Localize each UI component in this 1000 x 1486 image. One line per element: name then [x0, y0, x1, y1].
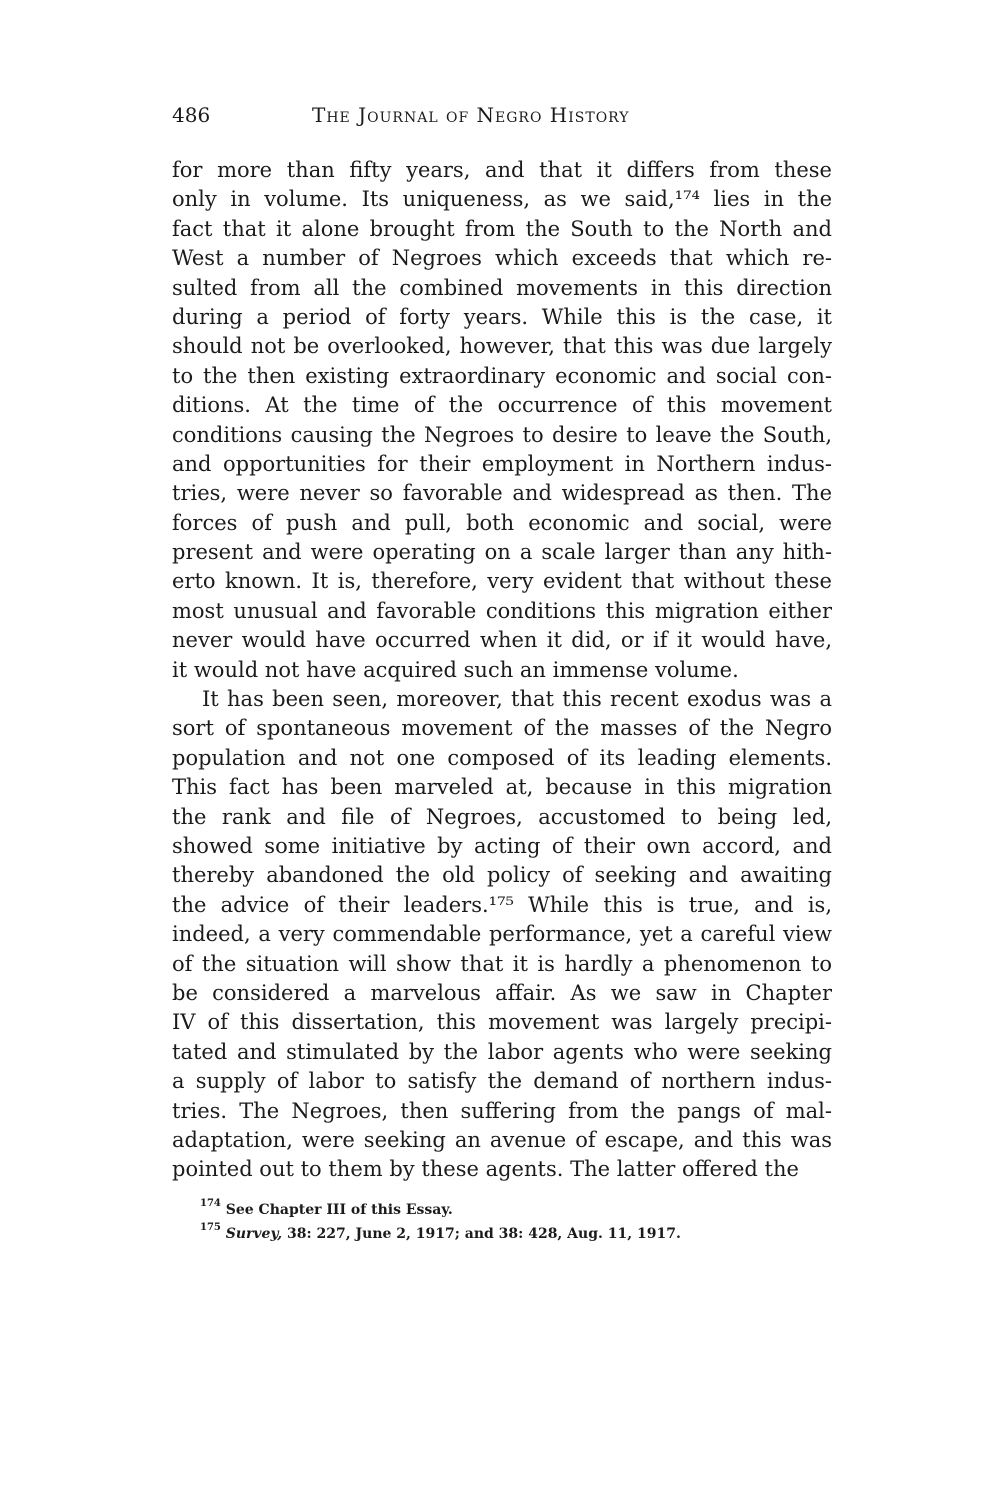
footnote-text: 38: 227, June 2, 1917; and 38: 428, Aug. 11, 1917. — [282, 1226, 681, 1242]
text-line: West a number of Negroes which exceeds that which re- — [172, 246, 832, 271]
text-line: be considered a marvelous affair. As we saw in Chapter — [172, 980, 832, 1005]
text-line: during a period of forty years. While this is the case, it — [172, 304, 832, 329]
text-line: erto known. It is, therefore, very evident that without these — [172, 569, 832, 594]
footnote-text: See Chapter III of this Essay. — [225, 1202, 453, 1218]
text-line: fact that it alone brought from the South to the North and — [172, 216, 832, 241]
text-line: for more than fifty years, and that it differs from these — [172, 158, 832, 182]
text-line: tries. The Negroes, then suffering from the pangs of mal- — [172, 1098, 832, 1123]
text-line: pointed out to them by these agents. The latter offered the — [172, 1157, 799, 1182]
paragraph — [172, 685, 832, 1185]
body-text — [172, 156, 832, 1185]
text-line: of the situation will show that it is hardly a phenomenon to — [172, 951, 832, 976]
text-line: population and not one composed of its leading elements. — [172, 745, 832, 770]
text-line: It has been seen, moreover, that this recent exodus was a — [202, 687, 832, 712]
text-line: and opportunities for their employment in Northern indus- — [172, 451, 832, 476]
text-line: thereby abandoned the old policy of seeking and awaiting — [172, 863, 832, 888]
text-line: to the then existing extraordinary economic and social con- — [172, 363, 832, 388]
text-line: ditions. At the time of the occurrence of this movement — [172, 393, 832, 418]
page-header — [172, 103, 832, 133]
text-line: forces of push and pull, both economic and social, were — [172, 510, 832, 535]
footnote-mark: 174 — [200, 1198, 221, 1209]
footnote-174 — [200, 1198, 800, 1222]
footnotes — [200, 1198, 800, 1246]
text-line: should not be overlooked, however, that this was due largely — [172, 334, 832, 359]
footnote-mark: 175 — [200, 1222, 221, 1233]
footnote-source: Survey, — [225, 1226, 283, 1242]
paragraph — [172, 156, 832, 685]
text-line: sort of spontaneous movement of the masses of the Negro — [172, 716, 832, 741]
text-line: never would have occurred when it did, or if it would have, — [172, 628, 832, 653]
page-number: 486 — [172, 103, 211, 127]
text-line: a supply of labor to satisfy the demand of northern indus- — [172, 1069, 832, 1094]
text-line: present and were operating on a scale larger than any hith- — [172, 540, 832, 565]
text-line: tated and stimulated by the labor agents who were seeking — [172, 1039, 832, 1064]
text-line: tries, were never so favorable and widespread as then. The — [172, 481, 832, 506]
text-line: sulted from all the combined movements in this direction — [172, 275, 832, 300]
text-line: the rank and file of Negroes, accustomed to being led, — [172, 804, 832, 829]
text-line: the advice of their leaders.¹⁷⁵ While this is true, and is, — [172, 892, 832, 917]
text-line: IV of this dissertation, this movement was largely precipi- — [172, 1010, 832, 1035]
text-line: showed some initiative by acting of their own accord, and — [172, 833, 832, 858]
running-head: The Journal of Negro History — [312, 103, 630, 127]
text-line: it would not have acquired such an immense volume. — [172, 657, 739, 682]
footnote-175 — [200, 1222, 800, 1246]
text-line: most unusual and favorable conditions this migration either — [172, 598, 832, 623]
text-line: This fact has been marveled at, because in this migration — [172, 775, 832, 800]
text-line: indeed, a very commendable performance, yet a careful view — [172, 922, 832, 947]
text-line: conditions causing the Negroes to desire to leave the South, — [172, 422, 832, 447]
text-line: adaptation, were seeking an avenue of escape, and this was — [172, 1127, 832, 1152]
text-line: only in volume. Its uniqueness, as we said,¹⁷⁴ lies in the — [172, 187, 832, 212]
